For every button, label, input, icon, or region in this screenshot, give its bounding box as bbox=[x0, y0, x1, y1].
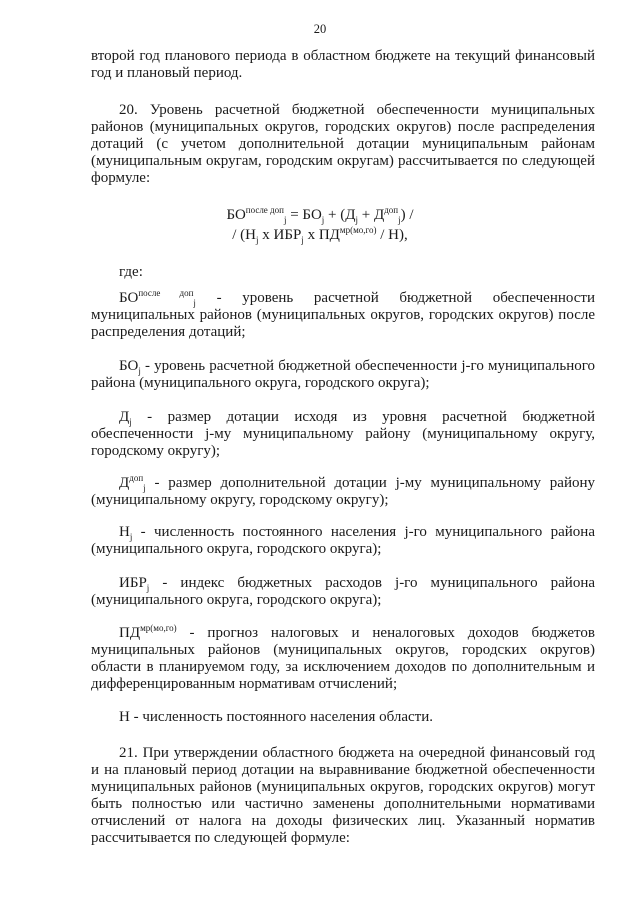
definition-ibr-j: $ИБР_j$ - индекс бюджетных расходов j-го муниципального района (муниципального округа, городского округа); bbox=[91, 575, 595, 608]
where-label: где: bbox=[119, 264, 143, 280]
formula-line-2: / ($Н_j$ х $ИБР_j$ х $ПД^{мр(мо,го)} / Н$), bbox=[232, 225, 408, 245]
page-number: 20 bbox=[313, 22, 327, 36]
definition-bo-after: $БО^{после доп}_j$ - уровень расчетной бюджетной обеспеченности муниципальных районов (муниципальных округов, городских округов) после распределения дотаций; bbox=[91, 288, 595, 340]
definition-n-j: $Н_j$ - численность постоянного населения j-го муниципального района (муниципального округа, городского округа); bbox=[91, 524, 595, 557]
paragraph-21: 21. При утверждении областного бюджета на очередной финансовый год и на плановый период дотации на выравнивание бюджетной обеспеченности муниципальных районов (муниципальных округов, городских округов) могут быть полностью или частично заменены дополнительными нормативами отчислений от налога на доходы физических лиц. Указанный норматив рассчитывается по следующей формуле: bbox=[91, 745, 595, 846]
paragraph-20: 20. Уровень расчетной бюджетной обеспеченности муниципальных районов (муниципальных округов, городских округов) после распределения дотаций (с учетом дополнительной дотации муниципальным районам (муниципальным округам, городским округам) рассчитывается по следующей формуле: bbox=[91, 102, 595, 186]
definition-d-dop: $Д^{доп}_j$ - размер дополнительной дотации j-му муниципальному району (муниципальному округу, городскому округу); bbox=[91, 473, 595, 508]
definition-bo-j: $БО_j$ - уровень расчетной бюджетной обеспеченности j-го муниципального района (муниципального округа, городского округа); bbox=[91, 358, 595, 391]
definition-n: Н - численность постоянного населения области. bbox=[119, 709, 433, 725]
definition-d-j: $Д_j$ - размер дотации исходя из уровня расчетной бюджетной обеспеченности j-му муниципальному району (муниципальному округу, городскому округу); bbox=[91, 409, 595, 459]
paragraph-continued: второй год планового периода в областном бюджете на текущий финансовый год и плановый период. bbox=[91, 48, 595, 81]
formula-line-1: $БО^{после доп}_j = БО_j + (Д_j + Д^{доп}_j)$ / bbox=[226, 205, 414, 225]
definition-pd: $ПД^{мр(мо,го)}$ - прогноз налоговых и неналоговых доходов бюджетов муниципальных районов (муниципальных округов, городских округов) области в планируемом году, за исключением доходов по дополнительным и дифференцированным нормативам отчислений; bbox=[91, 623, 595, 692]
